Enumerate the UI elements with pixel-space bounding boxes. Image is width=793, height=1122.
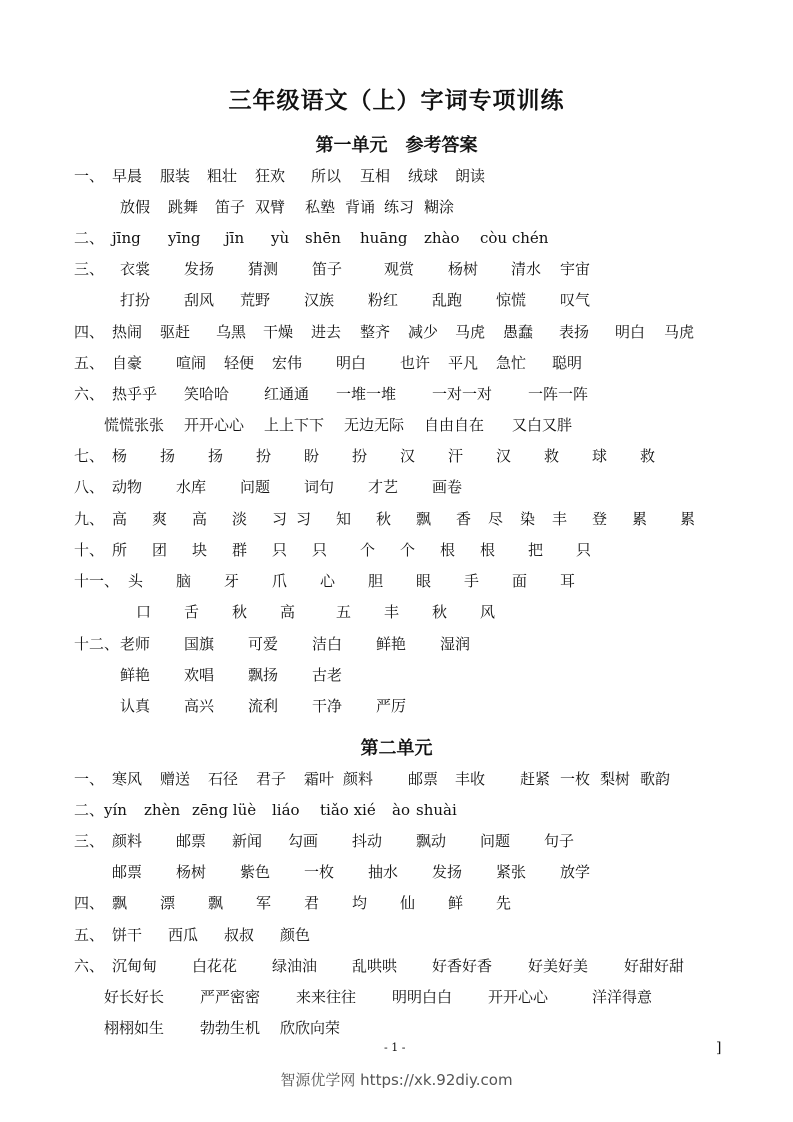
answer-char: 扮 — [352, 447, 368, 465]
answer-word: 霜叶 — [304, 770, 335, 788]
answer-char: 只 — [576, 541, 592, 559]
answer-word: 寒风 — [112, 770, 143, 788]
answer-word: 朗读 — [455, 167, 486, 185]
answer-word: 杨树 — [176, 863, 207, 881]
answer-word: 沉甸甸 — [112, 957, 158, 975]
answer-char: 淡 — [232, 510, 248, 528]
item-number: 三、 — [74, 832, 105, 850]
answer-word: 认真 — [120, 697, 151, 715]
answer-char: 杨 — [112, 447, 128, 465]
pinyin-answer: zhèn — [144, 801, 181, 819]
answer-word: 宏伟 — [272, 354, 303, 372]
item-number: 九、 — [74, 510, 105, 528]
answer-char: 个 — [400, 541, 416, 559]
answer-word: 发扬 — [432, 863, 463, 881]
answer-char: 高 — [112, 510, 128, 528]
answer-char: 手 — [464, 572, 480, 590]
answer-word: 马虎 — [664, 323, 695, 341]
answer-word: 君子 — [256, 770, 287, 788]
document-title: 三年级语文（上）字词专项训练 — [228, 87, 565, 114]
answer-word: 一枚 — [560, 770, 591, 788]
answer-word: 可爱 — [248, 635, 279, 653]
answer-word: 荒野 — [240, 291, 271, 309]
answer-word: 邮票 — [176, 832, 207, 850]
answer-word: 粉红 — [368, 291, 399, 309]
answer-char: 知 — [336, 510, 352, 528]
answer-word: 表扬 — [559, 323, 590, 341]
answer-word: 双臂 — [255, 198, 286, 216]
answer-word: 叹气 — [560, 291, 591, 309]
item-number: 六、 — [74, 385, 105, 403]
answer-char: 风 — [480, 603, 496, 621]
answer-word: 好香好香 — [432, 957, 493, 975]
answer-char: 所 — [112, 541, 128, 559]
answer-char: 飘 — [416, 510, 432, 528]
answer-word: 老师 — [120, 635, 151, 653]
answer-word: 明白 — [336, 354, 367, 372]
unit2-heading: 第二单元 — [360, 738, 433, 759]
item-number: 六、 — [74, 957, 105, 975]
answer-word: 热闹 — [112, 323, 143, 341]
answer-word: 上上下下 — [264, 416, 325, 434]
answer-word: 好长好长 — [104, 988, 165, 1006]
answer-word: 平凡 — [448, 354, 479, 372]
pinyin-answer: shuài — [416, 801, 457, 819]
answer-word: 私塾 — [305, 198, 336, 216]
answer-char: 飘 — [112, 894, 128, 912]
pinyin-answer: tiǎo xié — [320, 801, 376, 819]
answer-char: 秋 — [232, 603, 248, 621]
answer-char: 脑 — [176, 572, 192, 590]
answer-word: 绿油油 — [272, 957, 318, 975]
answer-char: 球 — [592, 447, 608, 465]
answer-char: 漂 — [160, 894, 176, 912]
answer-char: 爽 — [152, 510, 168, 528]
pinyin-answer: zēng lüè — [192, 801, 257, 819]
answer-word: 颜料 — [343, 770, 374, 788]
answer-char: 根 — [440, 541, 456, 559]
item-number: 十二、 — [74, 635, 120, 653]
answer-char: 眼 — [416, 572, 432, 590]
answer-char: 累 — [632, 510, 648, 528]
answer-word: 栩栩如生 — [104, 1019, 165, 1037]
answer-word: 自豪 — [112, 354, 143, 372]
answer-word: 词句 — [304, 478, 335, 496]
answer-word: 勾画 — [288, 832, 319, 850]
answer-word: 丰收 — [455, 770, 486, 788]
answer-word: 杨树 — [448, 260, 479, 278]
answer-char: 只 — [312, 541, 328, 559]
item-number: 十、 — [74, 541, 105, 559]
answer-word: 抽水 — [368, 863, 399, 881]
answer-word: 衣裳 — [120, 260, 151, 278]
answer-word: 梨树 — [600, 770, 631, 788]
answer-char: 个 — [360, 541, 376, 559]
answer-char: 面 — [512, 572, 528, 590]
answer-word: 好甜好甜 — [624, 957, 685, 975]
answer-word: 整齐 — [360, 323, 391, 341]
answer-word: 狂欢 — [255, 167, 286, 185]
item-number: 一、 — [74, 167, 105, 185]
answer-word: 笛子 — [215, 198, 246, 216]
answer-char: 舌 — [184, 603, 200, 621]
answer-char: 扬 — [160, 447, 176, 465]
pinyin-answer: yīng — [168, 229, 201, 247]
answer-word: 喧闹 — [176, 354, 207, 372]
answer-word: 好美好美 — [528, 957, 589, 975]
answer-char: 尽 — [488, 510, 504, 528]
answer-word: 鲜艳 — [120, 666, 151, 684]
answer-word: 清水 — [511, 260, 542, 278]
answer-word: 湿润 — [440, 635, 471, 653]
answer-word: 叔叔 — [224, 926, 255, 944]
answer-char: 头 — [128, 572, 144, 590]
answer-word: 也许 — [400, 354, 431, 372]
answer-word: 干燥 — [263, 323, 294, 341]
answer-word: 粗壮 — [207, 167, 238, 185]
answer-word: 高兴 — [184, 697, 215, 715]
answer-word: 又白又胖 — [512, 416, 573, 434]
answer-word: 轻便 — [224, 354, 255, 372]
answer-char: 累 — [680, 510, 696, 528]
answer-word: 糊涂 — [424, 198, 455, 216]
item-number: 二、 — [74, 801, 105, 819]
item-number: 二、 — [74, 229, 105, 247]
answer-word: 欢唱 — [184, 666, 215, 684]
answer-word: 愚蠢 — [503, 323, 534, 341]
answer-char: 根 — [480, 541, 496, 559]
answer-char: 心 — [320, 572, 336, 590]
answer-word: 才艺 — [368, 478, 399, 496]
answer-word: 进去 — [311, 323, 342, 341]
answer-word: 新闻 — [232, 832, 263, 850]
answer-word: 西瓜 — [168, 926, 199, 944]
answer-char: 高 — [192, 510, 208, 528]
answer-word: 马虎 — [455, 323, 486, 341]
answer-word: 问题 — [480, 832, 511, 850]
answer-char: 军 — [256, 894, 272, 912]
pinyin-answer: shēn — [305, 229, 341, 247]
answer-char: 习 — [272, 510, 288, 528]
answer-word: 宇宙 — [560, 260, 591, 278]
item-number: 五、 — [74, 926, 105, 944]
answer-char: 鲜 — [448, 894, 464, 912]
answer-word: 打扮 — [120, 291, 151, 309]
answer-char: 胆 — [368, 572, 384, 590]
answer-word: 颜料 — [112, 832, 143, 850]
answer-word: 颜色 — [280, 926, 311, 944]
answer-word: 发扬 — [184, 260, 215, 278]
answer-char: 耳 — [560, 572, 576, 590]
unit1-heading: 第一单元 参考答案 — [315, 135, 478, 156]
answer-word: 开开心心 — [488, 988, 549, 1006]
pinyin-answer: ào — [392, 801, 410, 819]
answer-char: 染 — [520, 510, 536, 528]
answer-word: 一堆一堆 — [336, 385, 397, 403]
answer-word: 猜测 — [248, 260, 279, 278]
answer-word: 勃勃生机 — [200, 1019, 261, 1037]
answer-char: 秋 — [432, 603, 448, 621]
answer-word: 明白 — [615, 323, 646, 341]
answer-word: 赶紧 — [520, 770, 551, 788]
answer-word: 互相 — [360, 167, 391, 185]
answer-word: 国旗 — [184, 635, 215, 653]
answer-word: 聪明 — [552, 354, 583, 372]
answer-word: 飘扬 — [248, 666, 279, 684]
item-number: 八、 — [74, 478, 105, 496]
answer-word: 饼干 — [112, 926, 143, 944]
item-number: 四、 — [74, 323, 105, 341]
answer-char: 汉 — [400, 447, 416, 465]
item-number: 十一、 — [74, 572, 120, 590]
answer-char: 飘 — [208, 894, 224, 912]
answer-word: 乱跑 — [432, 291, 463, 309]
answer-word: 明明白白 — [392, 988, 453, 1006]
answer-char: 仙 — [400, 894, 416, 912]
answer-word: 画卷 — [432, 478, 463, 496]
answer-word: 一阵一阵 — [528, 385, 589, 403]
answer-word: 洁白 — [312, 635, 343, 653]
answer-char: 均 — [352, 894, 368, 912]
answer-char: 登 — [592, 510, 608, 528]
answer-word: 一对一对 — [432, 385, 493, 403]
answer-word: 石径 — [208, 770, 239, 788]
answer-word: 跳舞 — [168, 198, 199, 216]
answer-word: 紫色 — [240, 863, 271, 881]
answer-word: 鲜艳 — [376, 635, 407, 653]
answer-word: 笛子 — [312, 260, 343, 278]
answer-word: 驱赶 — [160, 323, 191, 341]
answer-word: 动物 — [112, 478, 143, 496]
answer-word: 服装 — [160, 167, 191, 185]
answer-word: 观赏 — [384, 260, 415, 278]
answer-word: 古老 — [312, 666, 343, 684]
answer-word: 练习 — [384, 198, 415, 216]
pinyin-answer: huāng — [360, 229, 408, 247]
answer-word: 急忙 — [496, 354, 527, 372]
pinyin-answer: còu chén — [480, 229, 549, 247]
answer-char: 丰 — [384, 603, 400, 621]
answer-word: 白花花 — [192, 957, 238, 975]
answer-word: 歌韵 — [640, 770, 671, 788]
answer-char: 习 — [296, 510, 312, 528]
answer-char: 救 — [640, 447, 656, 465]
answer-word: 流利 — [248, 697, 279, 715]
answer-word: 绒球 — [408, 167, 439, 185]
answer-word: 开开心心 — [184, 416, 245, 434]
answer-word: 乱哄哄 — [352, 957, 398, 975]
answer-word: 汉族 — [304, 291, 335, 309]
answer-word: 欣欣向荣 — [280, 1019, 341, 1037]
answer-word: 背诵 — [345, 198, 376, 216]
pinyin-answer: jīn — [225, 229, 245, 247]
answer-word: 早晨 — [112, 167, 143, 185]
answer-word: 热乎乎 — [112, 385, 158, 403]
answer-word: 严严密密 — [200, 988, 261, 1006]
answer-word: 洋洋得意 — [592, 988, 653, 1006]
answer-char: 块 — [192, 541, 208, 559]
answer-word: 刮风 — [184, 291, 215, 309]
answer-char: 君 — [304, 894, 320, 912]
page-edge-mark: ] — [716, 1040, 722, 1056]
item-number: 一、 — [74, 770, 105, 788]
answer-word: 紧张 — [496, 863, 527, 881]
pinyin-answer: zhào — [424, 229, 460, 247]
answer-char: 爪 — [272, 572, 288, 590]
answer-char: 团 — [152, 541, 168, 559]
answer-char: 救 — [544, 447, 560, 465]
pinyin-answer: yín — [104, 801, 127, 819]
answer-word: 飘动 — [416, 832, 447, 850]
answer-word: 无边无际 — [344, 416, 405, 434]
answer-word: 放学 — [560, 863, 591, 881]
answer-char: 秋 — [376, 510, 392, 528]
answer-word: 红通通 — [264, 385, 310, 403]
item-number: 五、 — [74, 354, 105, 372]
answer-word: 自由自在 — [424, 416, 485, 434]
answer-char: 五 — [336, 603, 352, 621]
answer-char: 口 — [136, 603, 152, 621]
answer-word: 问题 — [240, 478, 271, 496]
answer-word: 笑哈哈 — [184, 385, 230, 403]
answer-word: 赠送 — [160, 770, 191, 788]
answer-char: 只 — [272, 541, 288, 559]
answer-char: 扮 — [256, 447, 272, 465]
answer-word: 邮票 — [112, 863, 143, 881]
item-number: 七、 — [74, 447, 105, 465]
answer-char: 香 — [456, 510, 472, 528]
page-number: - 1 - — [384, 1041, 406, 1054]
pinyin-answer: yù — [271, 229, 290, 247]
answer-char: 汗 — [448, 447, 464, 465]
answer-word: 一枚 — [304, 863, 335, 881]
answer-word: 放假 — [120, 198, 151, 216]
answer-word: 惊慌 — [496, 291, 527, 309]
pinyin-answer: liáo — [272, 801, 300, 819]
answer-char: 把 — [528, 541, 544, 559]
answer-word: 乌黑 — [216, 323, 247, 341]
item-number: 四、 — [74, 894, 105, 912]
answer-char: 先 — [496, 894, 512, 912]
answer-word: 所以 — [311, 167, 342, 185]
pinyin-answer: jīng — [112, 229, 141, 247]
answer-word: 抖动 — [352, 832, 383, 850]
item-number: 三、 — [74, 260, 105, 278]
answer-char: 丰 — [552, 510, 568, 528]
answer-word: 水库 — [176, 478, 207, 496]
answer-word: 减少 — [408, 323, 439, 341]
answer-word: 干净 — [312, 697, 343, 715]
answer-char: 扬 — [208, 447, 224, 465]
answer-word: 慌慌张张 — [104, 416, 165, 434]
answer-char: 群 — [232, 541, 248, 559]
answer-char: 盼 — [304, 447, 320, 465]
answer-word: 邮票 — [408, 770, 439, 788]
answer-word: 句子 — [544, 832, 575, 850]
answer-char: 汉 — [496, 447, 512, 465]
answer-char: 高 — [280, 603, 296, 621]
answer-word: 来来往往 — [296, 988, 357, 1006]
watermark-url: 智源优学网 https://xk.92diy.com — [280, 1071, 513, 1089]
answer-word: 严厉 — [376, 697, 407, 715]
answer-char: 牙 — [224, 572, 240, 590]
